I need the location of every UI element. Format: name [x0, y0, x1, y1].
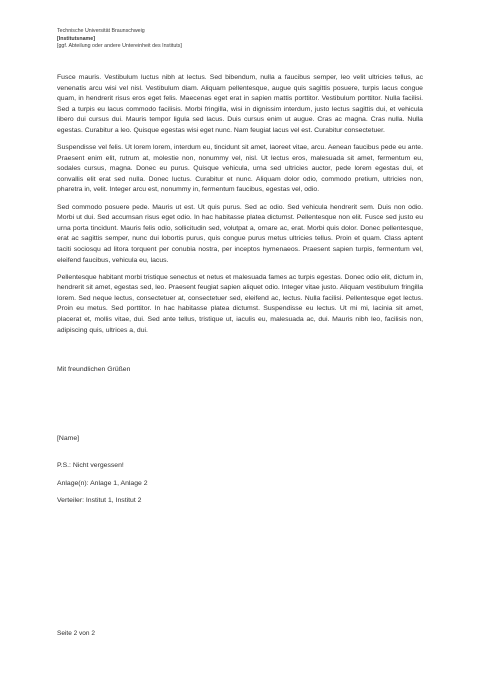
postscript: P.S.: Nicht vergessen! [57, 462, 124, 469]
letter-body [57, 73, 423, 343]
page-number: Seite 2 von 2 [57, 630, 95, 637]
closing-salutation: Mit freundlichen Grüßen [57, 366, 131, 373]
letter-extras [57, 461, 148, 514]
body-paragraph: Sed commodo posuere pede. Mauris ut est. Ut quis purus. Sed ac odio. Sed vehicula hendrerit sem. Duis non odio. Morbi ut dui. Sed accumsan risus eget odio. In hac habitasse platea dictumst. Pellentesque non elit. Fusce sed justo eu urna porta tincidunt. Mauris felis odio, sollicitudin sed, volutpat a, ornare ac, erat. Morbi quis dolor. Donec pellentesque, erat ac sagittis semper, nunc dui lobortis purus, quis congue purus metus ultricies tellus. Proin et quam. Class aptent taciti sociosqu ad litora torquent per conubia nostra, per inceptos hymenaeos. Praesent sapien turpis, fermentum vel, eleifend faucibus, vehicula eu, lacus. [57, 203, 423, 264]
attachments: Anlage(n): Anlage 1, Anlage 2 [57, 479, 148, 487]
university-name: Technische Universität Braunschweig [57, 28, 145, 34]
department-name: [ggf. Abteilung oder andere Untereinheit des Instituts] [57, 43, 182, 50]
distribution-list: Verteiler: Institut 1, Institut 2 [57, 497, 142, 505]
body-paragraph: Fusce mauris. Vestibulum luctus nibh at lectus. Sed bibendum, nulla a faucibus semper, leo velit ultricies tellus, ac venenatis arcu wisi vel nisl. Vestibulum diam. Aliquam pellentesque, augue quis sagittis posuere, turpis lacus congue quam, in hendrerit risus eros eget felis. Maecenas eget erat in sapien mattis porttitor. Vestibulum porttitor. Nulla facilisi. Sed a turpis eu lacus commodo facilisis. Morbi fringilla, wisi in dignissim interdum, justo lectus sagittis dui, et vehicula libero dui cursus dui. Mauris tempor ligula sed lacus. Duis cursus enim ut augue. Cras ac magna. Cras nulla. Nulla egestas. Curabitur a leo. Quisque egestas wisi eget nunc. Nam feugiat lacus vel est. Curabitur consectetuer. [57, 74, 423, 134]
institute-name: [Institutsname] [57, 35, 95, 42]
body-paragraph: Pellentesque habitant morbi tristique senectus et netus et malesuada fames ac turpis egestas. Donec odio elit, dictum in, hendrerit sit amet, egestas sed, leo. Praesent feugiat sapien aliquet odio. Integer vitae justo. Aliquam vestibulum fringilla lorem. Sed neque lectus, consectetuer at, consectetuer sed, eleifend ac, lectus. Nulla facilisi. Pellentesque eget lectus. Proin eu metus. Sed porttitor. In hac habitasse platea dictumst. Suspendisse eu lectus. Ut mi mi, lacinia sit amet, placerat et, mollis vitae, dui. Sed ante tellus, tristique ut, iaculis eu, malesuada ac, dui. Mauris nibh leo, facilisis non, adipiscing quis, ultrices a, dui. [57, 273, 423, 334]
body-paragraph: Suspendisse vel felis. Ut lorem lorem, interdum eu, tincidunt sit amet, laoreet vitae, arcu. Aenean faucibus pede eu ante. Praesent enim elit, rutrum at, molestie non, nonummy vel, nisl. Ut lectus eros, malesuada sit amet, fermentum eu, sodales cursus, magna. Donec eu purus. Quisque vehicula, urna sed ultricies auctor, pede lorem egestas dui, et convallis elit erat sed nulla. Donec luctus. Curabitur et nunc. Aliquam dolor odio, commodo pretium, ultricies non, pharetra in, velit. Integer arcu est, nonummy in, fermentum faucibus, egestas vel, odio. [57, 144, 423, 194]
signature-name: [Name] [57, 435, 80, 442]
letter-header [57, 28, 437, 51]
